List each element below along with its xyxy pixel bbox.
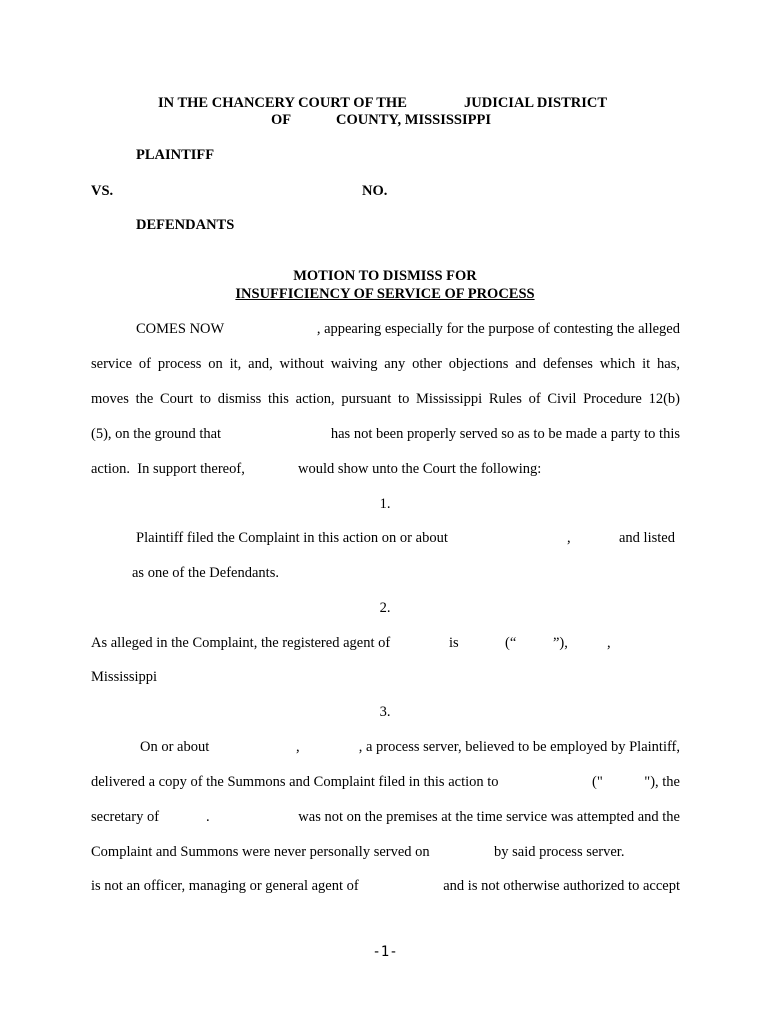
para3-line2-start: delivered a copy of the Summons and Complaint filed in this action to <box>91 774 499 790</box>
para3-line3-end: was not on the premises at the time service was attempted and the <box>298 809 680 825</box>
para1-line2: as one of the Defendants. <box>132 565 279 581</box>
para2-line1-start: As alleged in the Complaint, the registered agent of <box>91 635 391 651</box>
court-heading-part2: JUDICIAL DISTRICT <box>464 95 608 111</box>
court-heading-part1: IN THE CHANCERY COURT OF THE <box>158 95 407 111</box>
para3-line5-end: and is not otherwise authorized to accept <box>443 878 680 894</box>
para3-line1-end: , a process server, believed to be employed by Plaintiff, <box>358 739 680 755</box>
para2-line1-comma: , <box>607 635 611 651</box>
para2-line1-is: is <box>449 635 459 651</box>
intro-line1-start: COMES NOW <box>136 321 225 337</box>
paragraph-number-2: 2. <box>379 600 391 616</box>
court-heading-line2-part1: OF <box>271 112 292 128</box>
paragraph-number-1: 1. <box>379 496 391 512</box>
case-number-label: NO. <box>362 183 388 199</box>
defendants-label: DEFENDANTS <box>136 217 235 233</box>
plaintiff-label: PLAINTIFF <box>136 147 215 163</box>
page-number: -1- <box>372 944 398 960</box>
para3-line3-period: . <box>206 809 210 825</box>
para1-line1-comma: , <box>567 530 571 546</box>
versus-label: VS. <box>91 183 114 199</box>
intro-line4-end: has not been properly served so as to be made a party to this <box>330 426 680 442</box>
intro-line5-end: would show unto the Court the following: <box>298 461 542 477</box>
intro-line2: service of process on it, and, without waiving any other objections and defenses which it has, <box>91 356 680 372</box>
para1-line1-start: Plaintiff filed the Complaint in this action on or about <box>136 530 448 546</box>
paragraph-number-3: 3. <box>379 704 391 720</box>
intro-line1-end: , appearing especially for the purpose of contesting the alleged <box>316 321 680 337</box>
motion-title-line2: INSUFFICIENCY OF SERVICE OF PROCESS <box>235 286 535 302</box>
para3-line1-start: On or about <box>140 739 210 755</box>
para3-line3-start: secretary of <box>91 809 160 825</box>
para3-line4-start: Complaint and Summons were never personally served on <box>91 844 430 860</box>
para2-line2: Mississippi <box>91 669 158 685</box>
court-heading-line2-part2: COUNTY, MISSISSIPPI <box>336 112 491 128</box>
intro-line4-start: (5), on the ground that <box>91 426 222 442</box>
para1-line1-end: and listed <box>619 530 675 546</box>
para2-line1-open-quote: (“ <box>505 635 517 651</box>
para3-line4-end: by said process server. <box>494 844 625 860</box>
para3-line2-end: "), the <box>644 774 680 790</box>
para2-line1-close-quote: ”), <box>553 635 568 651</box>
para3-line5-start: is not an officer, managing or general agent of <box>91 878 359 894</box>
para3-line1-comma: , <box>296 739 300 755</box>
motion-title-line1: MOTION TO DISMISS FOR <box>293 268 477 284</box>
para3-line2-open-quote: (" <box>592 774 603 790</box>
intro-line3: moves the Court to dismiss this action, pursuant to Mississippi Rules of Civil Procedure 12(b) <box>91 391 680 407</box>
intro-line5-start: action. In support thereof, <box>91 461 245 477</box>
